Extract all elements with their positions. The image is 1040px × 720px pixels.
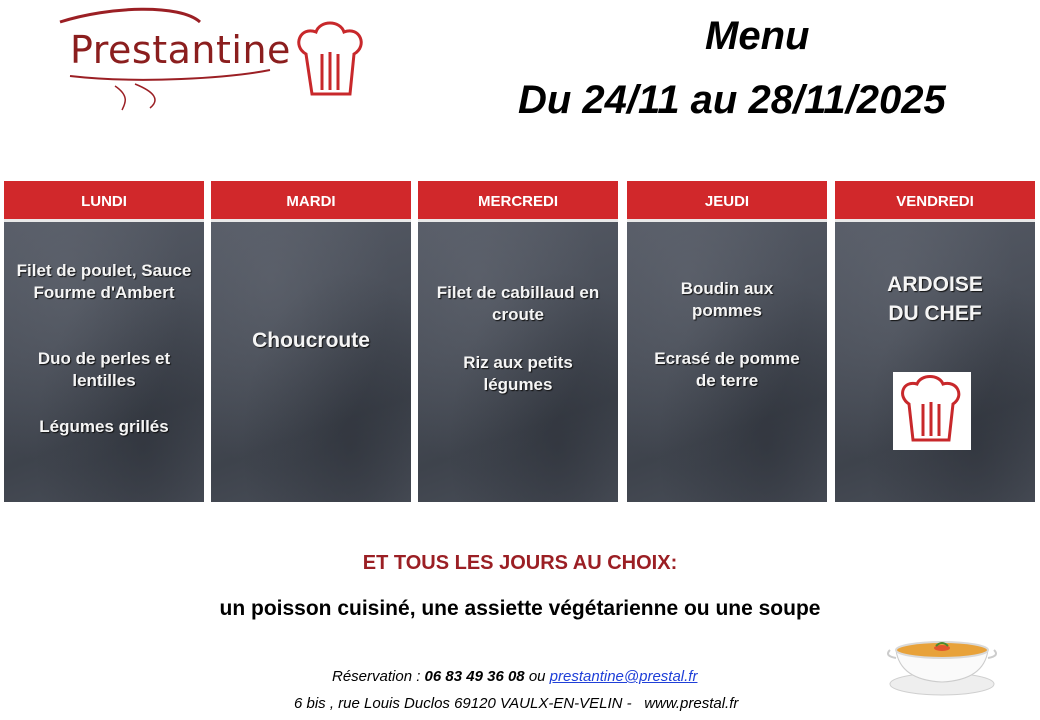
day-dishes xyxy=(418,219,618,502)
day-label: MERCREDI xyxy=(418,181,618,219)
daily-choice-heading: ET TOUS LES JOURS AU CHOIX: xyxy=(362,552,678,574)
menu-dates: Du 24/11 au 28/11/2025 xyxy=(518,78,946,122)
address-text: 6 bis , rue Louis Duclos 69120 VAULX-EN-VELIN - xyxy=(294,695,632,712)
website-text[interactable]: www.prestal.fr xyxy=(644,695,739,712)
day-label: VENDREDI xyxy=(835,181,1035,219)
day-label: MARDI xyxy=(211,181,411,219)
or-text: ou xyxy=(528,668,546,685)
dish-item: Riz aux petits légumes xyxy=(463,353,573,394)
day-dishes xyxy=(835,219,1035,502)
dish-item: Filet de poulet, Sauce Fourme d'Ambert xyxy=(16,261,192,302)
dish-item: Légumes grillés xyxy=(39,417,169,436)
day-dishes xyxy=(4,219,204,502)
brand-name: Prestantine xyxy=(70,28,291,72)
reservation-line xyxy=(332,668,697,685)
day-card-mardi xyxy=(211,181,411,501)
daily-choice-text: un poisson cuisiné, une assiette végétarienne ou une soupe xyxy=(219,597,821,620)
menu-title: Menu xyxy=(705,14,810,58)
day-label: JEUDI xyxy=(627,181,827,219)
dish-item: Ecrasé de pomme de terre xyxy=(654,349,800,390)
day-card-jeudi xyxy=(627,181,827,501)
phone-number[interactable]: 06 83 49 36 08 xyxy=(424,668,525,685)
dish-item: Boudin aux pommes xyxy=(680,279,774,320)
day-card-lundi xyxy=(4,181,204,501)
dish-item: Choucroute xyxy=(252,329,370,352)
soup-bowl-icon xyxy=(886,628,998,698)
dish-item: Filet de cabillaud en croute xyxy=(436,283,600,324)
day-card-vendredi xyxy=(835,181,1035,501)
email-link[interactable]: prestantine@prestal.fr xyxy=(549,668,698,685)
day-dishes xyxy=(211,219,411,502)
day-card-mercredi xyxy=(418,181,618,501)
day-dishes xyxy=(627,219,827,502)
address-line xyxy=(294,695,738,712)
dish-item: ARDOISE DU CHEF xyxy=(887,273,983,325)
day-label: LUNDI xyxy=(4,181,204,219)
reservation-label: Réservation : xyxy=(332,668,421,685)
dish-item: Duo de perles et lentilles xyxy=(37,349,171,390)
chef-hat-icon xyxy=(893,372,971,450)
